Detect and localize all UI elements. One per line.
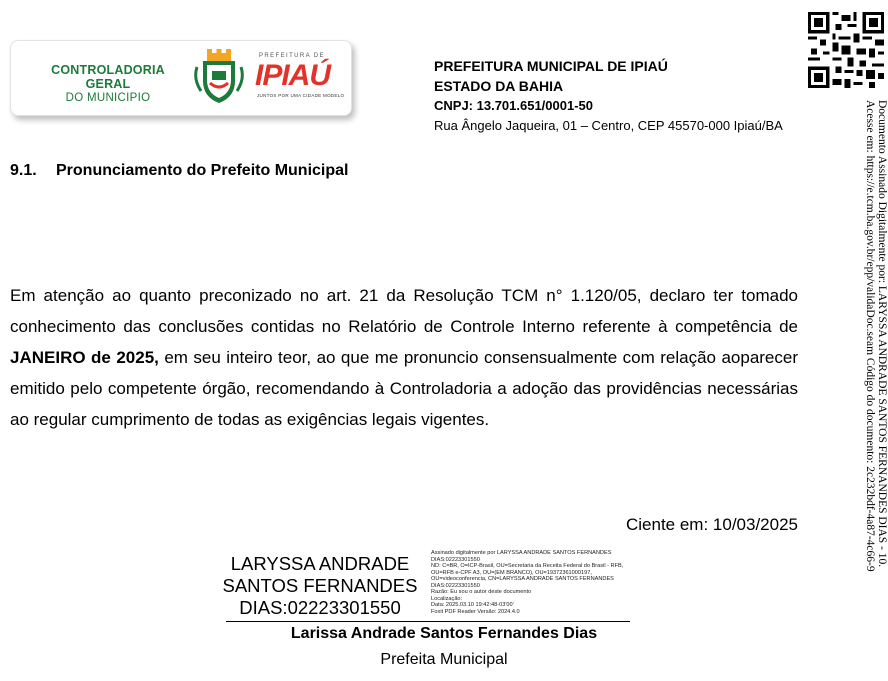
section-number: 9.1. (10, 162, 37, 179)
signature-name-line3: DIAS:02223301550 (239, 597, 401, 618)
controladoria-line1: CONTROLADORIA GERAL (51, 63, 165, 91)
stamp-line1: Documento Assinado Digitalmente por: LARYSSA ANDRADE SANTOS FERNANDES DIAS - 10. (876, 100, 888, 568)
digital-signature-stamp (866, 100, 886, 680)
digital-signature-details (431, 550, 641, 615)
stamp-line2[interactable]: Acesse em: https://e.tcm.ba.gov.br/epp/validaDoc.seam Código do documento: 2c232bdf-4a87-4c66-9 (864, 100, 876, 572)
header-cnpj: CNPJ: 13.701.651/0001-50 (434, 98, 594, 113)
prefeitura-label: PREFEITURA DE (259, 53, 325, 59)
declaration-part1: Em atenção ao quanto preconizado no art. 21 da Resolução TCM n° 1.120/05, declaro ter tomado conhecimento das conclusões contidas no Relatório de Controle Interno referente à competência de (10, 286, 798, 336)
signature-line (226, 621, 630, 622)
competence-period: JANEIRO de 2025, (10, 348, 159, 367)
signature-detail: Foxit PDF Reader Versão: 2024.4.0 (431, 608, 520, 615)
signature-detail: ND: C=BR, O=ICP-Brasil, OU=Secretaria da Receita Federal do Brasil - RFB, OU=RFB e-CPF A3, OU=(EM BRANCO), OU=19372361000197, OU=videoconferencia, CN=LARYSSA ANDRADE SANTOS FERNANDES DIAS:02223301550 (431, 563, 624, 589)
controladoria-logo-text (33, 63, 183, 104)
municipal-logo (10, 40, 352, 116)
signature-detail: Data: 2025.03.10 19:42:48-03'00' (431, 602, 514, 608)
acknowledgment-date: Ciente em: 10/03/2025 (625, 515, 798, 534)
city-wordmark: IPIAÚ (255, 59, 331, 92)
header-municipality: PREFEITURA MUNICIPAL DE IPIAÚ (434, 58, 668, 74)
signature-name-line2: SANTOS FERNANDES (222, 575, 418, 596)
signature-detail: Assinado digitalmente por LARYSSA ANDRADE SANTOS FERNANDES DIAS:02223301550 (431, 550, 612, 563)
city-crest-icon (193, 47, 245, 105)
signature-detail: Localização: (431, 595, 463, 602)
digital-signature-name (212, 553, 428, 619)
qr-code-icon[interactable] (808, 12, 884, 88)
section-heading (10, 162, 348, 180)
city-slogan: JUNTOS POR UMA CIDADE MODELO (257, 93, 345, 98)
header-address: Rua Ângelo Jaqueira, 01 – Centro, CEP 45570-000 Ipiaú/BA (434, 118, 783, 133)
declaration-part2: em seu inteiro teor, ao que me pronuncio consensualmente com relação aoparecer emitido pelo competente órgão, recomendando à Controladoria a adoção das providências necessárias ao regular cumprimento de todas as exigências legais vigentes. (10, 348, 798, 429)
signature-detail: Razão: Eu sou o autor deste documento (431, 589, 532, 595)
declaration-paragraph (10, 280, 798, 435)
section-title: Pronunciamento do Prefeito Municipal (56, 162, 349, 179)
signer-name: Larissa Andrade Santos Fernandes Dias (290, 625, 598, 642)
controladoria-line2: DO MUNICIPIO (65, 92, 151, 104)
header-state: ESTADO DA BAHIA (434, 78, 564, 94)
signer-role: Prefeita Municipal (380, 651, 508, 668)
signature-name-line1: LARYSSA ANDRADE (230, 553, 410, 574)
municipality-header (434, 56, 783, 136)
